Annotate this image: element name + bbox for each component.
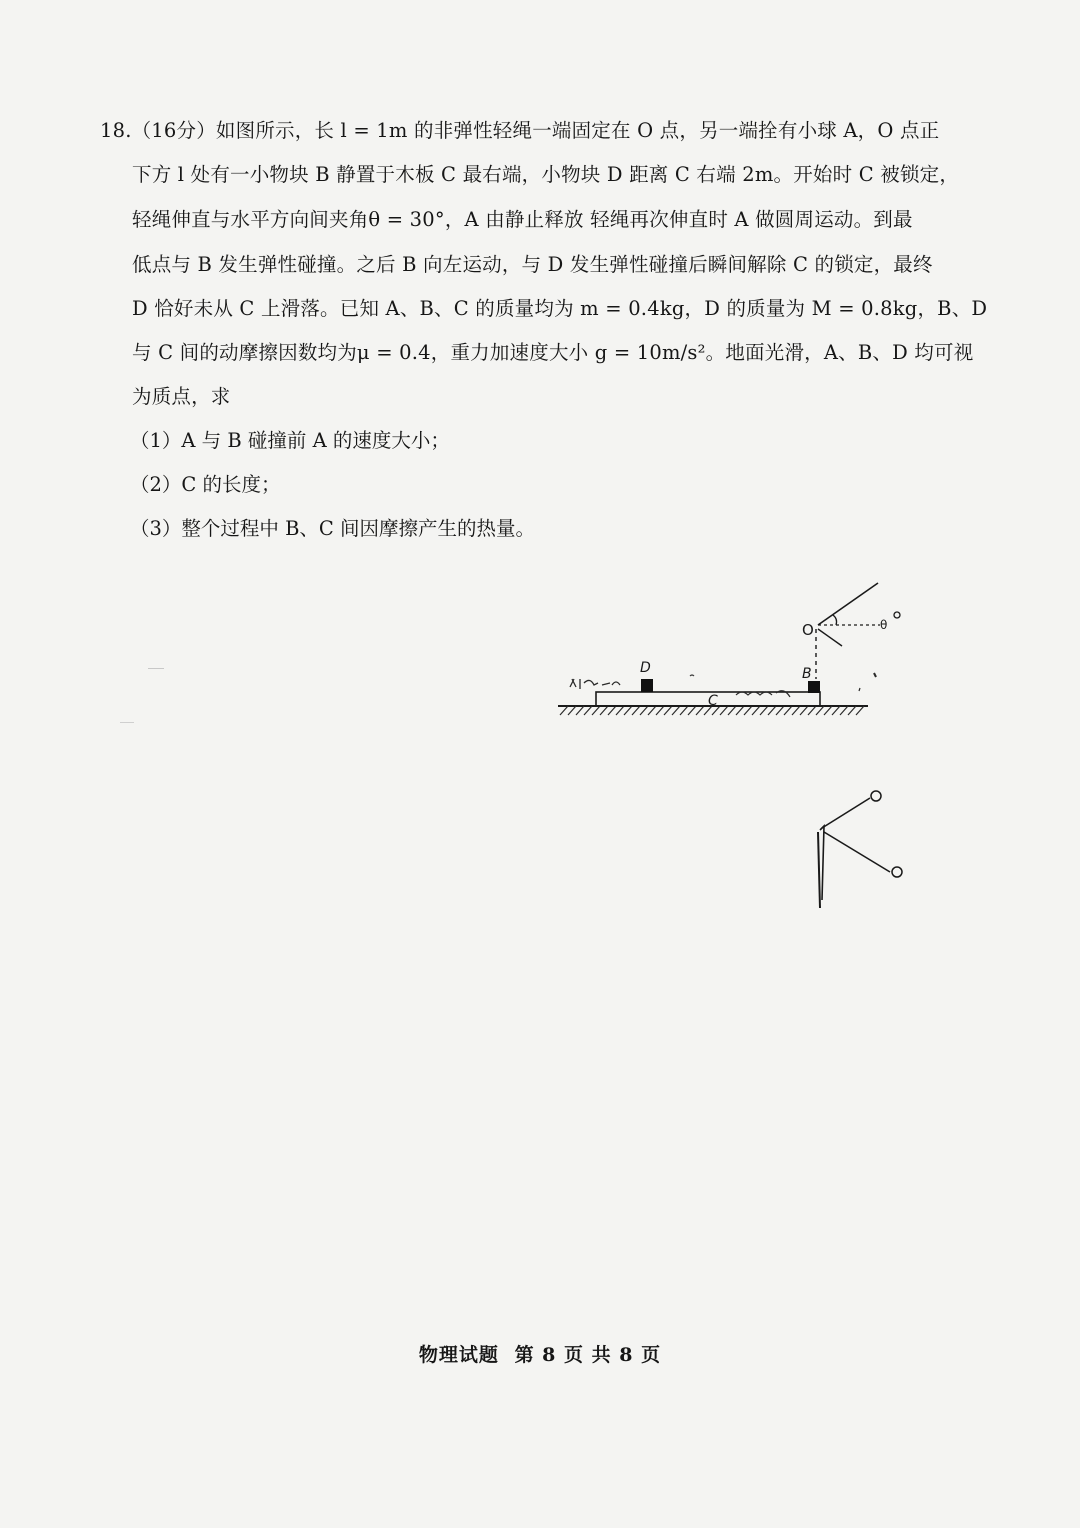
sketch-bracket [820, 826, 824, 900]
footer-page-info: 第 8 页 共 8 页 [514, 1344, 662, 1366]
sub-question-1: （1）A 与 B 碰撞前 A 的速度大小； [130, 429, 450, 452]
question-line-4: 低点与 B 发生弹性碰撞。之后 B 向左运动，与 D 发生弹性碰撞后瞬间解除 C 的锁定，最终 [132, 253, 933, 276]
stray-mark [874, 673, 876, 677]
question-line-3: 轻绳伸直与水平方向间夹角θ = 30°，A 由静止释放 轻绳再次伸直时 A 做圆周运动。到最 [132, 208, 913, 231]
scan-mark [148, 668, 164, 669]
stray-mark [859, 688, 860, 691]
ball-a [894, 612, 900, 618]
label-b: B [802, 666, 812, 682]
sketch-ball-lower [892, 867, 902, 877]
hand-sketch [800, 780, 920, 920]
question-line-7: 为质点，求 [132, 385, 231, 408]
label-c: C [708, 693, 718, 709]
sketch-rope-lower [824, 832, 890, 872]
physics-figure [550, 575, 930, 725]
block-b [808, 681, 820, 693]
sub-question-2: （2）C 的长度； [130, 473, 281, 496]
rope-hanging [818, 629, 842, 646]
sketch-ball-upper [871, 791, 881, 801]
block-d [641, 679, 653, 692]
rope [818, 583, 878, 625]
question-line-5: D 恰好未从 C 上滑落。已知 A、B、C 的质量均为 m = 0.4kg，D 的质量为 M = 0.8kg，B、D [132, 297, 988, 320]
page-footer [0, 1340, 1080, 1367]
footer-subject: 物理试题 [418, 1344, 499, 1366]
handwritten-note [690, 675, 694, 676]
label-d: D [640, 660, 651, 676]
sub-question-3: （3）整个过程中 B、C 间因摩擦产生的热量。 [130, 517, 536, 540]
question-line-6: 与 C 间的动摩擦因数均为μ = 0.4，重力加速度大小 g = 10m/s²。地面光滑，A、B、D 均可视 [132, 341, 974, 364]
label-theta: θ [880, 618, 888, 632]
scan-mark [120, 722, 134, 723]
sketch-rope-upper [822, 798, 870, 828]
question-line-1: 18.（16分）如图所示，长 l = 1m 的非弹性轻绳一端固定在 O 点，另一端拴有小球 A，O 点正 [100, 119, 940, 142]
question-line-2: 下方 l 处有一小物块 B 静置于木板 C 最右端，小物块 D 距离 C 右端 2m。开始时 C 被锁定， [132, 163, 960, 186]
label-o: O [802, 621, 814, 639]
angle-arc [833, 615, 837, 625]
handwritten-note [570, 679, 620, 689]
sketch-pole [818, 832, 820, 908]
